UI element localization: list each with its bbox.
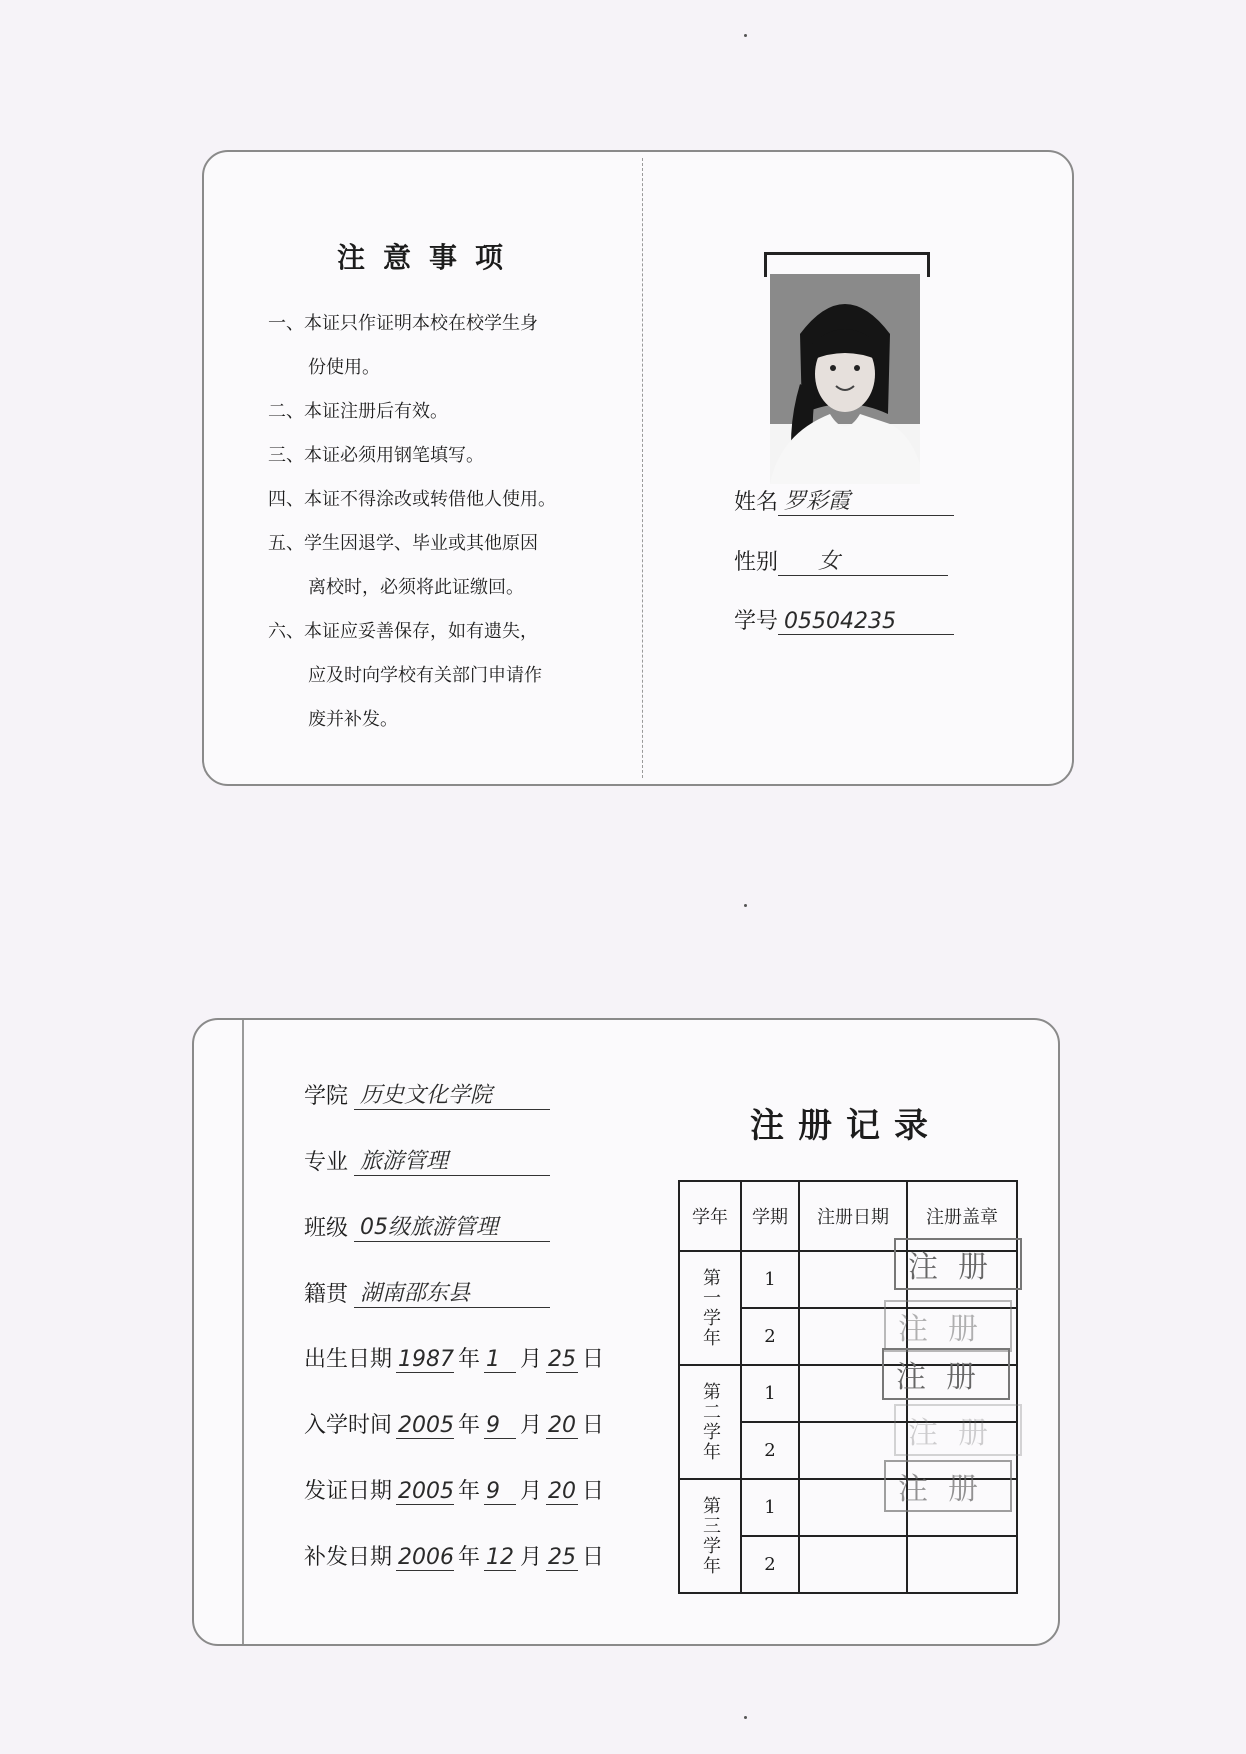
student-id-field — [734, 604, 954, 635]
header-year: 学年 — [679, 1181, 741, 1251]
year-unit: 年 — [458, 1479, 481, 1504]
day-unit: 日 — [582, 1545, 605, 1570]
notice-item-line — [268, 390, 628, 434]
notice-item-line — [268, 698, 628, 742]
origin-label: 籍贯 — [304, 1282, 349, 1307]
date-month: 9 — [484, 1413, 516, 1439]
header-term: 学期 — [741, 1181, 799, 1251]
notice-list — [268, 302, 628, 742]
scan-dot — [744, 1716, 747, 1719]
origin-field — [304, 1276, 550, 1308]
notice-item-text: 废并补发。 — [308, 709, 398, 730]
date-label: 补发日期 — [304, 1545, 393, 1570]
day-unit: 日 — [582, 1413, 605, 1438]
header-stamp: 注册盖章 — [907, 1181, 1017, 1251]
notice-item-number: 五、 — [268, 533, 304, 554]
student-id-label: 学号 — [734, 609, 779, 634]
fold-line — [242, 1020, 244, 1644]
date-year: 2006 — [398, 1545, 455, 1570]
major-label: 专业 — [304, 1150, 349, 1175]
date-day: 20 — [548, 1479, 577, 1504]
student-id-value: 05504235 — [778, 609, 954, 635]
month-unit: 月 — [520, 1479, 543, 1504]
college-field — [304, 1078, 550, 1110]
student-card-back — [192, 1018, 1060, 1646]
scan-dot — [744, 904, 747, 907]
date-day: 20 — [548, 1413, 577, 1438]
college-value: 历史文化学院 — [354, 1078, 550, 1110]
date-label: 出生日期 — [304, 1347, 393, 1372]
month-unit: 月 — [520, 1545, 543, 1570]
portrait-image — [770, 274, 920, 484]
register-year-cell: 第三学年 — [679, 1479, 741, 1593]
notice-item-line — [268, 610, 628, 654]
gender-value: 女 — [778, 544, 948, 576]
notice-item-line — [268, 522, 628, 566]
year-unit: 年 — [458, 1413, 481, 1438]
notice-item-text: 本证注册后有效。 — [304, 401, 448, 422]
major-value: 旅游管理 — [354, 1144, 550, 1176]
notice-item-number: 四、 — [268, 489, 304, 510]
notice-item-number: 六、 — [268, 621, 304, 642]
notice-item-number: 二、 — [268, 401, 304, 422]
month-unit: 月 — [520, 1413, 543, 1438]
date-row — [304, 1408, 604, 1439]
date-row — [304, 1540, 604, 1571]
date-year: 2005 — [398, 1413, 455, 1438]
date-day: 25 — [548, 1545, 577, 1570]
notice-item-number: 三、 — [268, 445, 304, 466]
notice-item-line — [268, 302, 628, 346]
gender-label: 性别 — [734, 550, 779, 575]
name-field — [734, 484, 954, 516]
register-date-cell — [799, 1536, 907, 1593]
register-stamp: 注册 — [884, 1300, 1012, 1352]
header-date: 注册日期 — [799, 1181, 907, 1251]
register-title: 注册记录 — [750, 1106, 942, 1146]
notice-item-line — [268, 434, 628, 478]
notice-item-text: 份使用。 — [308, 357, 380, 378]
day-unit: 日 — [582, 1347, 605, 1372]
date-row — [304, 1474, 604, 1505]
notice-item-text: 应及时向学校有关部门申请作 — [308, 665, 542, 686]
register-stamp-cell — [907, 1536, 1017, 1593]
student-card-front — [202, 150, 1074, 786]
register-term-cell: 2 — [741, 1308, 799, 1365]
register-term-cell: 1 — [741, 1365, 799, 1422]
date-year: 1987 — [398, 1347, 455, 1372]
date-month: 9 — [484, 1479, 516, 1505]
day-unit: 日 — [582, 1479, 605, 1504]
register-term-cell: 2 — [741, 1422, 799, 1479]
notice-item-text: 学生因退学、毕业或其他原因 — [304, 533, 538, 554]
notice-item-text: 离校时，必须将此证缴回。 — [308, 577, 524, 598]
register-stamp: 注册 — [882, 1348, 1010, 1400]
register-term-cell: 1 — [741, 1251, 799, 1308]
notice-item-line — [268, 346, 628, 390]
register-stamp: 注册 — [884, 1460, 1012, 1512]
date-label: 发证日期 — [304, 1479, 393, 1504]
notice-item-text: 本证不得涂改或转借他人使用。 — [304, 489, 556, 510]
register-term-cell: 1 — [741, 1479, 799, 1536]
class-value: 05级旅游管理 — [354, 1210, 550, 1242]
name-value: 罗彩霞 — [778, 484, 954, 516]
date-label: 入学时间 — [304, 1413, 393, 1438]
date-day: 25 — [548, 1347, 577, 1372]
register-year-cell: 第一学年 — [679, 1251, 741, 1365]
gender-field — [734, 544, 948, 576]
notice-item-line — [268, 478, 628, 522]
notice-item-line — [268, 566, 628, 610]
origin-value: 湖南邵东县 — [354, 1276, 550, 1308]
date-row — [304, 1342, 604, 1373]
scan-dot — [744, 34, 747, 37]
date-year: 2005 — [398, 1479, 455, 1504]
month-unit: 月 — [520, 1347, 543, 1372]
notice-item-line — [268, 654, 628, 698]
register-term-cell: 2 — [741, 1536, 799, 1593]
register-year-cell: 第二学年 — [679, 1365, 741, 1479]
register-stamp: 注册 — [894, 1238, 1022, 1290]
fold-line — [642, 158, 643, 778]
date-month: 12 — [486, 1545, 515, 1570]
notice-item-number: 一、 — [268, 313, 304, 334]
notice-item-text: 本证必须用钢笔填写。 — [304, 445, 484, 466]
college-label: 学院 — [304, 1084, 349, 1109]
major-field — [304, 1144, 550, 1176]
class-label: 班级 — [304, 1216, 349, 1241]
notice-item-text: 本证只作证明本校在校学生身 — [304, 313, 538, 334]
class-field — [304, 1210, 550, 1242]
date-month: 1 — [484, 1347, 516, 1373]
notice-item-text: 本证应妥善保存，如有遗失， — [304, 621, 538, 642]
notice-title: 注意事项 — [337, 241, 522, 274]
year-unit: 年 — [458, 1545, 481, 1570]
student-photo — [764, 252, 924, 492]
name-label: 姓名 — [734, 490, 779, 515]
register-stamp: 注册 — [894, 1404, 1022, 1456]
year-unit: 年 — [458, 1347, 481, 1372]
